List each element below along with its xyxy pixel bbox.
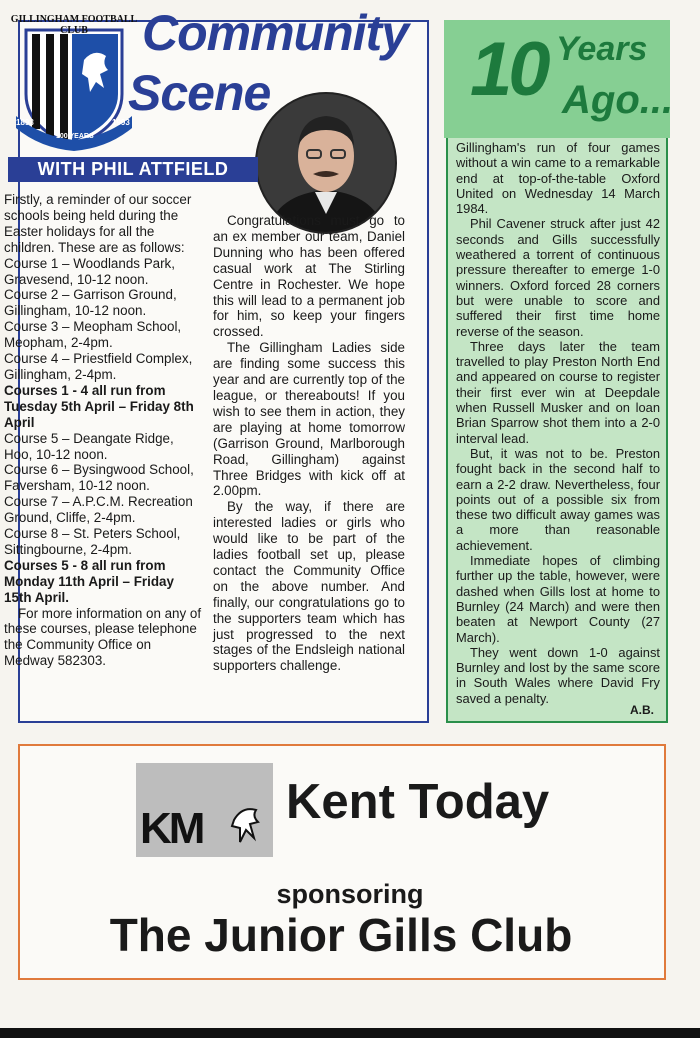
course-line: Course 5 – Deangate Ridge, Hoo, 10-12 noon. (4, 430, 174, 462)
history-paragraph: Immediate hopes of climbing further up the table, however, were dashed when Gills lost at home to Burnley (24 March) and were then beaten at Newport County (27 March). (456, 553, 660, 645)
course-line: Course 8 – St. Peters School, Sittingbourne, 2-4pm. (4, 526, 181, 557)
history-paragraph: But, it was not to be. Preston fought back in the second half to earn a 2-2 draw. Nevertheless, four points out of a possible six from these two difficult away games was a more than reasonable achievement. (456, 445, 660, 553)
history-paragraph: Phil Cavener struck after just 42 seconds and Gills successfully weathered a torrent of continuous pressure thereafter to emerge 1-0 winners. Oxford forced 28 corners but were unable to score and suffered their first time home reverse of the season. (456, 216, 660, 339)
history-paragraph: Gillingham's run of four games without a win came to a remarkable end at top-of-the-table Oxford United on Wednesday 14 March 1984. (456, 140, 660, 217)
author-initials: A.B. (630, 703, 654, 717)
crest-banner: 100 YEARS (56, 133, 94, 140)
community-column-right (213, 213, 405, 674)
courses-5-8-dates: Courses 5 - 8 all run from Monday 11th April – Friday 15th April. (4, 557, 174, 605)
kent-horse-icon (228, 800, 268, 848)
page-bottom-edge (0, 1028, 700, 1038)
article-paragraph: Congratulations must go to an ex member our team, Daniel Dunning who has been offered casual work at The Stirling Centre in Rochester. We hope this will lead to a permanent job for him, so keep your fingers crossed. (213, 213, 405, 340)
course-line: Course 1 – Woodlands Park, Gravesend, 10-12 noon. (4, 255, 175, 287)
crest-year-left: 1893 (16, 118, 34, 127)
course-line: Course 2 – Garrison Ground, Gillingham, 10-12 noon. (4, 287, 177, 319)
km-logo-text: KM (140, 804, 203, 853)
crest-club-name: GILLINGHAM FOOTBALL CLUB (10, 14, 138, 36)
junior-gills-club: The Junior Gills Club (109, 909, 573, 961)
community-column-left (4, 192, 204, 669)
club-crest (10, 8, 138, 153)
course-line: Course 6 – Bysingwood School, Faversham, 10-12 noon. (4, 462, 194, 494)
community-title-line1: Community (142, 5, 408, 61)
intro-paragraph: Firstly, a reminder of our soccer schools being held during the Easter holidays for all the children. These are as follows: (4, 192, 192, 255)
portrait-photo-icon (257, 94, 395, 232)
byline-banner: WITH PHIL ATTFIELD (8, 157, 258, 182)
article-paragraph: The Gillingham Ladies side are finding some success this year and are currently top of the league, or thereabouts! If you wish to see them in action, they are playing at home tomorrow (Garrison Ground, Marlborough Road, Gillingham) against Three Bridges with kick off at 2.00pm. (213, 340, 405, 499)
community-title-line2: Scene (128, 65, 271, 121)
contact-paragraph: For more information on any of these courses, please telephone the Community Office on Medway 582303. (4, 605, 202, 669)
history-paragraph: They went down 1-0 against Burnley and lost by the same score in South Wales where David Fry saved a penalty. (456, 644, 660, 706)
ten-years-ago-text (456, 140, 660, 706)
ago-word: Ago... (562, 78, 674, 122)
courses-1-4-dates: Courses 1 - 4 all run from Tuesday 5th April – Friday 8th April (4, 382, 194, 430)
ten-years-number: 10 (470, 27, 547, 112)
history-paragraph: Three days later the team travelled to play Preston North End and appeared on course to register their first ever win at Deepdale when Russell Musker and on loan Brian Sparrow shot them into a 2-0 interval lead. (456, 338, 660, 446)
crest-year-right: 1993 (112, 118, 130, 127)
sponsoring-text: sponsoring (276, 879, 424, 909)
ten-years-word: Years (556, 30, 648, 68)
course-line: Course 7 – A.P.C.M. Recreation Ground, Cliffe, 2-4pm. (4, 494, 193, 526)
course-line: Course 4 – Priestfield Complex, Gillingham, 2-4pm. (4, 351, 193, 382)
course-line: Course 3 – Meopham School, Meopham, 2-4pm. (4, 319, 182, 351)
kent-today-brand: Kent Today (286, 775, 550, 829)
article-paragraph: By the way, if there are interested ladies or girls who would like to be part of the ladies football set up, please contact the Community Office on the above number. And finally, our congratulations go to the supporters team which has just progressed to the next stages of the Endsleigh national supporters challenge. (213, 499, 405, 674)
